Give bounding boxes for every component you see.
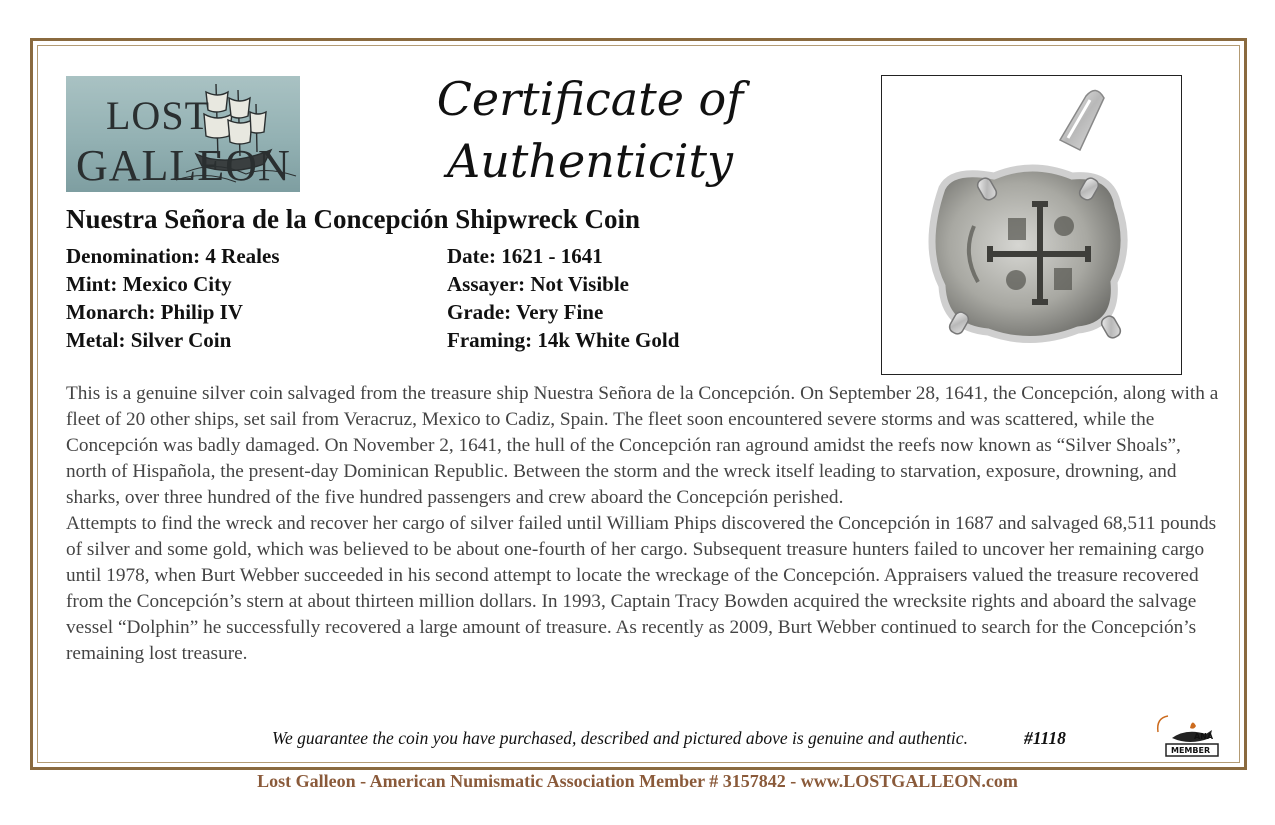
spec-denomination: Denomination: 4 Reales — [66, 244, 280, 268]
spec-framing: Framing: 14k White Gold — [447, 328, 680, 352]
spec-metal: Metal: Silver Coin — [66, 328, 232, 352]
history-description — [66, 381, 1226, 667]
spec-assayer: Assayer: Not Visible — [447, 272, 629, 296]
spec-monarch: Monarch: Philip IV — [66, 300, 243, 324]
ana-member-badge — [1150, 712, 1222, 758]
history-paragraph-1: This is a genuine silver coin salvaged from the treasure ship Nuestra Señora de la Concepción. On September 28, 1641, the Concepción, along with a fleet of 20 other ships, set sail from Veracruz, Mexico to Cadiz, Spain. The fleet soon encountered severe storms and was scattered, while the Concepción was badly damaged. On November 2, 1641, the hull of the Concepción ran aground amidst the reefs now known as “Silver Shoals”, north of Hispañola, the present-day Dominican Republic. Between the storm and the wreck itself leading to starvation, exposure, drowning, and sharks, over three hundred of the five hundred passengers and crew aboard the Concepción perished. — [66, 383, 1219, 508]
certificate-title-line1: Certificate of — [436, 72, 744, 126]
logo-text-lost: LOST — [106, 93, 210, 138]
ana-badge-member: MEMBER — [1171, 746, 1211, 755]
ana-badge-label: ANA — [1194, 732, 1214, 741]
footer-membership: Lost Galleon - American Numismatic Association Member # 3157842 - www.LOSTGALLEON.com — [257, 771, 1018, 791]
coin-pendant-image — [881, 75, 1182, 375]
spec-date: Date: 1621 - 1641 — [447, 244, 603, 268]
spec-grade: Grade: Very Fine — [447, 300, 604, 324]
lost-galleon-logo — [66, 76, 300, 192]
certificate-number: #1118 — [1024, 728, 1066, 748]
spec-mint: Mint: Mexico City — [66, 272, 232, 296]
coin-title: Nuestra Señora de la Concepción Shipwreck Coin — [66, 204, 641, 234]
history-paragraph-2: Attempts to find the wreck and recover her cargo of silver failed until William Phips discovered the Concepción in 1687 and salvaged 68,511 pounds of silver and some gold, which was believed to be about one-fourth of her cargo. Subsequent treasure hunters failed to uncover her remaining cargo until 1978, when Burt Webber succeeded in his second attempt to locate the wreckage of the Concepción. Appraisers valued the treasure recovered from the Concepción’s stern at about thirteen million dollars. In 1993, Captain Tracy Bowden acquired the wrecksite rights and aboard the salvage vessel “Dolphin” he successfully recovered a large amount of treasure. As recently as 2009, Burt Webber continued to search for the Concepción’s remaining lost treasure. — [66, 513, 1217, 664]
guarantee-statement: We guarantee the coin you have purchased, described and pictured above is genuine and authentic. — [272, 728, 968, 748]
coin-pendant-icon — [882, 76, 1183, 376]
logo-text-galleon: GALLEON — [76, 141, 291, 190]
certificate-title — [400, 68, 780, 192]
certificate-title-line2: Authenticity — [447, 134, 733, 188]
